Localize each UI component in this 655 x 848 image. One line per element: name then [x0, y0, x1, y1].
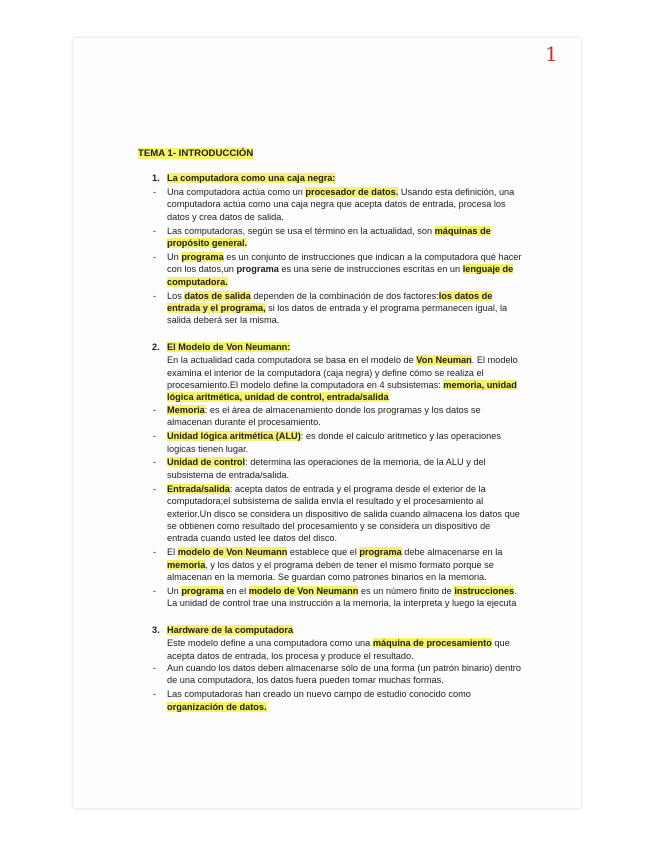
highlighted-text: organización de datos. [167, 701, 267, 712]
section-number: 3. [152, 624, 160, 635]
bullet-dash: - [153, 186, 157, 197]
list-item: - Una computadora actúa como un procesador de datos. Usando esta definición, una computadora actúa como una caja negra que acepta datos de entrada, procesa los datos y crea datos de salida. [153, 186, 515, 222]
highlighted-text: datos de salida [184, 290, 251, 301]
list-item: - Unidad de control: determina las operaciones de la memoria, de la ALU y del subsistema de entrada/salida. [153, 457, 486, 480]
list-item: - Las computadoras han creado un nuevo campo de estudio conocido como organización de datos. [153, 689, 471, 712]
bold-text: programa [236, 264, 279, 275]
list-item: - Unidad lógica aritmética (ALU): es donde el calculo aritmetico y las operaciones logicas tienen lugar. [153, 431, 501, 454]
highlighted-text: instrucciones [454, 586, 515, 596]
bullet-dash: - [153, 225, 157, 236]
highlighted-text: programa [181, 586, 224, 596]
section-heading-text: El Modelo de Von Neumann: [167, 341, 291, 352]
bullet-dash: - [153, 431, 157, 442]
highlighted-text: Unidad de control [167, 457, 246, 468]
document-content [138, 148, 523, 727]
section-caja-negra [138, 172, 523, 326]
section-heading [138, 624, 523, 636]
highlighted-text: lenguaje de computadora. [167, 264, 514, 287]
highlighted-text: Entrada/salida [167, 483, 230, 494]
highlighted-text: programa [359, 547, 402, 558]
bullet-dash: - [153, 251, 157, 262]
highlighted-text: Memoria [167, 404, 205, 415]
section-number: 1. [152, 173, 160, 184]
list-item: - Las computadoras, según se usa el término en la actualidad, son máquinas de propósito general. [153, 225, 491, 248]
highlighted-text: máquina de procesamiento [372, 638, 492, 649]
bullet-dash: - [153, 663, 157, 674]
section-von-neumann [138, 341, 523, 610]
highlighted-text: memoria [167, 559, 206, 570]
section-heading [138, 172, 523, 184]
highlighted-text: máquinas de propósito general. [167, 225, 491, 248]
section-number: 2. [152, 341, 160, 352]
section-heading-text: Hardware de la computadora [167, 624, 294, 635]
bullet-dash: - [153, 547, 157, 558]
list-item: - Memoria: es el área de almacenamiento donde los programas y los datos se almacenan durante el procesamiento. [153, 404, 481, 428]
highlighted-text: los datos de entrada y el programa, [167, 290, 493, 313]
page-number: 1 [545, 42, 558, 66]
list-item: - Entrada/salida: acepta datos de entrada y el programa desde el exterior de la computadora;el subsistema de salida envía el resultado y el procesamiento al exterior.Un disco se considera un dispositivo de salida cuando almacena los datos que se obtienen como resultado del procesamiento y se considera un dispositivo de entrada cuando usted lee datos del disco. [153, 483, 520, 544]
list-item: - Un programa es un conjunto de instrucciones que indican a la computadora qué hacer con los datos,un programa es una serie de instrucciones escritas en un lenguaje de computadora. [153, 251, 522, 287]
section-list [138, 404, 523, 610]
section-list [138, 662, 523, 713]
bullet-dash: - [153, 586, 157, 596]
highlighted-text: modelo de Von Neumann [177, 547, 288, 558]
bullet-dash: - [153, 689, 157, 700]
highlighted-text: Von Neuman [416, 355, 472, 366]
highlighted-text: modelo de Von Neumann [248, 586, 359, 596]
highlighted-text: memoria, unidad lógica aritmética, unidad de control, entrada/salida [167, 380, 517, 403]
list-item: - Los datos de salida dependen de la combinación de dos factores:los datos de entrada y el programa, si los datos de entrada y el programa permanecen igual, la salida deberá ser la misma. [153, 290, 508, 326]
highlighted-text: programa [181, 251, 224, 262]
highlighted-text: procesador de datos. [305, 186, 399, 197]
highlighted-text: Unidad lógica aritmética (ALU) [167, 431, 301, 442]
section-intro: Este modelo define a una computadora como una máquina de procesamiento que acepta datos de entrada, los procesa y produce el resultado. [167, 638, 510, 661]
document-title-text: TEMA 1- INTRODUCCIÓN [138, 148, 254, 159]
bullet-dash: - [153, 457, 157, 468]
list-item: - El modelo de Von Neumann establece que el programa debe almacenarse en la memoria, y los datos y el programa deben de tener el mismo formato porque se almacenan en la memoria. Se guardan como patrones binarios en la memoria. [153, 547, 503, 583]
section-intro: En la actualidad cada computadora se basa en el modelo de Von Neuman. El modelo examina el interior de la computadora (caja negra) y define cómo se realiza el procesamiento.El modelo define la computadora en 4 subsistemas: memoria, unidad lógica aritmética, unidad de control, entrada/salida [167, 355, 518, 403]
list-item: - Aun cuando los datos deben almacenarse sólo de una forma (un patrón binario) dentro de una computadora, los datos fuera pueden tomar muchas formas. [153, 663, 521, 686]
bullet-dash: - [153, 290, 157, 301]
section-hardware [138, 624, 523, 713]
bullet-dash: - [153, 404, 157, 415]
document-title [138, 148, 523, 160]
section-heading-text: La computadora como una caja negra: [167, 173, 336, 184]
section-list [138, 186, 523, 327]
section-heading [138, 341, 523, 353]
list-item: - Un programa en el modelo de Von Neumann es un número finito de instrucciones. La unidad de control trae una instrucción a la memoria, la interpreta y luego la ejecuta [153, 586, 517, 609]
bullet-dash: - [153, 483, 157, 494]
